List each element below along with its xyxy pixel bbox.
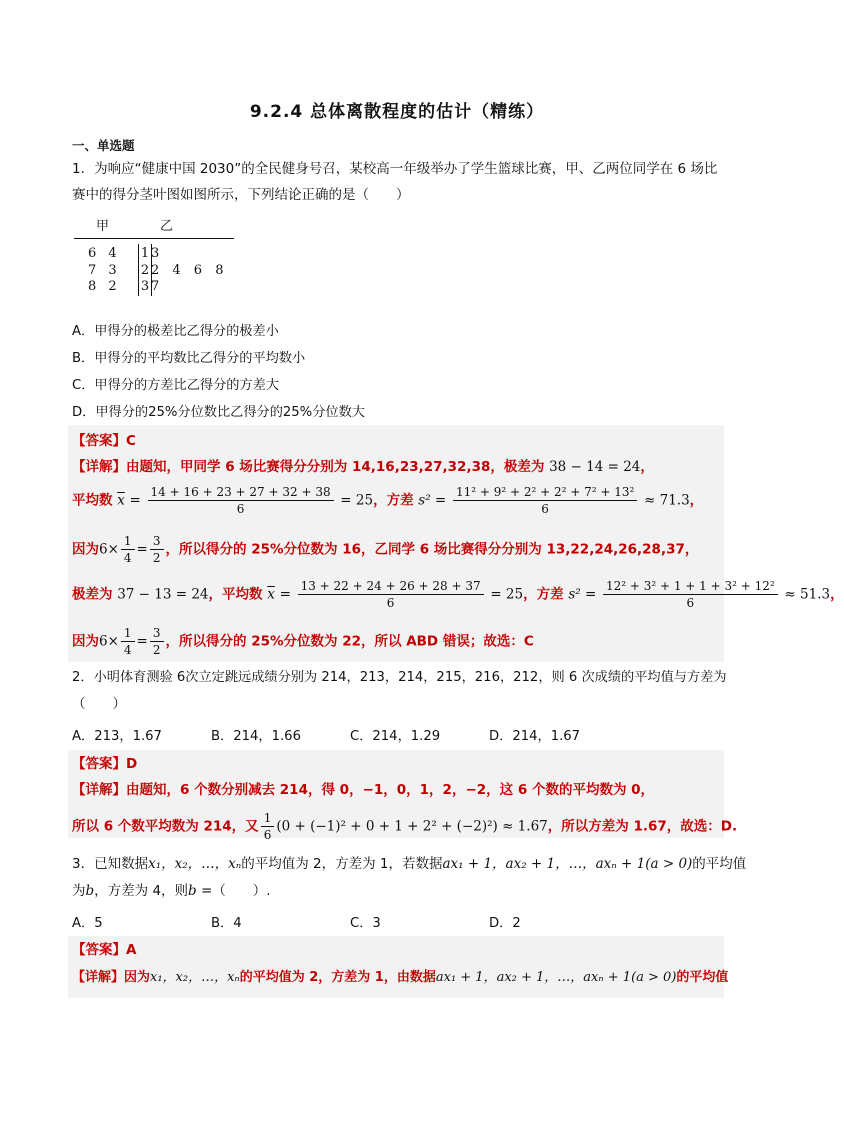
q2-option-d: D．214，1.67: [489, 729, 581, 744]
q1-mean-fraction-yi: $\frac{13 + 22 + 24 + 26 + 28 + 37}{6}$: [298, 578, 484, 611]
stem-row-1-left: 6 4: [88, 246, 121, 261]
q1-detail-line4: 极差为 37 − 13 = 24，平均数 $\overline{x}$ = $\frac{13 + 22 + 24 + 26 + 28 + 37}{6}$ = 25，方差 s² = $\frac{\text{12² + 3² + 1 + 1 + 3² + 12²}}{6}$ ≈ 51.3，: [72, 579, 844, 610]
q3-option-d: D．2: [489, 916, 521, 931]
q1-detail-line5: 因为6× $\frac{1}{4}$ = $\frac{3}{2}$ ，所以得分的 25%分位数为 22，所以 ABD 错误；故选：C: [72, 626, 534, 657]
q1-variance-fraction-jia: $\frac{\text{11² + 9² + 2² + 2² + 7² + 13²}}{6}$: [453, 484, 637, 517]
q2-detail-line2: 所以 6 个数平均数为 214，又 $\frac{1}{6}$ (0 + (−1)² + 0 + 1 + 2² + (−2)²) ≈ 1.67，所以方差为 1.67，故选：D.: [72, 811, 738, 842]
stem-row-3-right: 7: [151, 279, 160, 294]
q1-answer: 【答案】C: [72, 433, 136, 449]
stem-row-3-stem: 3: [140, 279, 150, 294]
stem-row-2-stem: 2: [140, 263, 150, 278]
stem-row-3-left: 8 2: [88, 279, 121, 294]
q2-option-b: B．214，1.66: [211, 729, 301, 744]
q3-answer: 【答案】A: [72, 942, 137, 958]
q3-stem-line2: 为b，方差为 4，则b =（ ）.: [72, 883, 271, 899]
stem-row-2-left: 7 3: [88, 263, 121, 278]
q1-stem-line1: 1．为响应“健康中国 2030”的全民健身号召，某校高一年级举办了学生篮球比赛，甲、乙两位同学在 6 场比: [72, 161, 718, 177]
stem-row-2-right: 2 4 6 8: [151, 263, 224, 278]
q3-stem-line1: 3．已知数据x₁，x₂，…，xₙ的平均值为 2，方差为 1，若数据ax₁ + 1，ax₂ + 1，…，axₙ + 1(a > 0)的平均值: [72, 856, 747, 872]
stem-horizontal-rule: [74, 238, 234, 239]
q1-stem-line2: 赛中的得分茎叶图如图所示，下列结论正确的是（ ）: [72, 187, 410, 203]
q3-detail-line1: 【详解】因为x₁，x₂，…，xₙ的平均值为 2，方差为 1，由数据ax₁ + 1，ax₂ + 1，…，axₙ + 1(a > 0)的平均值: [72, 970, 729, 985]
q1-detail-line2: 平均数 $\overline{x}$ = $\frac{14 + 16 + 23 + 27 + 32 + 38}{6}$ = 25，方差 s² = $\frac{\text{11² + 9² + 2² + 2² + 7² + 13²}}{6}$ ≈ 71.3，: [72, 485, 704, 516]
q1-mean-fraction-jia: $\frac{14 + 16 + 23 + 27 + 32 + 38}{6}$: [148, 484, 334, 517]
q1-option-a: A．甲得分的极差比乙得分的极差小: [72, 324, 279, 339]
stem-left-rule: [138, 244, 139, 296]
q3-option-a: A．5: [72, 916, 103, 931]
page-title: 9.2.4 总体离散程度的估计（精练）: [249, 102, 545, 122]
q2-option-a: A．213，1.67: [72, 729, 162, 744]
stem-row-1-right: 3: [151, 246, 160, 261]
section-heading: 一、单选题: [72, 138, 135, 153]
q2-stem-line2: （ ）: [72, 696, 126, 712]
q2-answer: 【答案】D: [72, 756, 138, 772]
q1-option-c: C．甲得分的方差比乙得分的方差大: [72, 378, 280, 393]
q3-option-c: C．3: [350, 916, 381, 931]
q1-variance-fraction-yi: $\frac{\text{12² + 3² + 1 + 1 + 3² + 12²}}{6}$: [603, 578, 778, 611]
stem-row-1-stem: 1: [140, 246, 150, 261]
q1-detail-line3: 因为6× $\frac{1}{4}$ = $\frac{3}{2}$ ，所以得分的 25%分位数为 16，乙同学 6 场比赛得分分别为 13,22,24,26,28,37，: [72, 534, 699, 565]
q2-detail-line1: 【详解】由题知，6 个数分别减去 214，得 0，−1，0，1，2，−2，这 6 个数的平均数为 0，: [72, 782, 655, 798]
q1-option-b: B．甲得分的平均数比乙得分的平均数小: [72, 351, 306, 366]
q3-option-b: B．4: [211, 916, 242, 931]
stem-head-yi: 乙: [160, 219, 174, 234]
q2-stem-line1: 2．小明体育测验 6次立定跳远成绩分别为 214，213，214，215，216，212，则 6 次成绩的平均值与方差为: [72, 670, 727, 685]
q1-detail-line1: 【详解】由题知，甲同学 6 场比赛得分分别为 14,16,23,27,32,38，极差为 38 − 14 = 24，: [72, 459, 654, 475]
q1-option-d: D．甲得分的25%分位数比乙得分的25%分位数大: [72, 405, 365, 420]
stem-head-jia: 甲: [96, 219, 110, 234]
q2-option-c: C．214，1.29: [350, 729, 441, 744]
